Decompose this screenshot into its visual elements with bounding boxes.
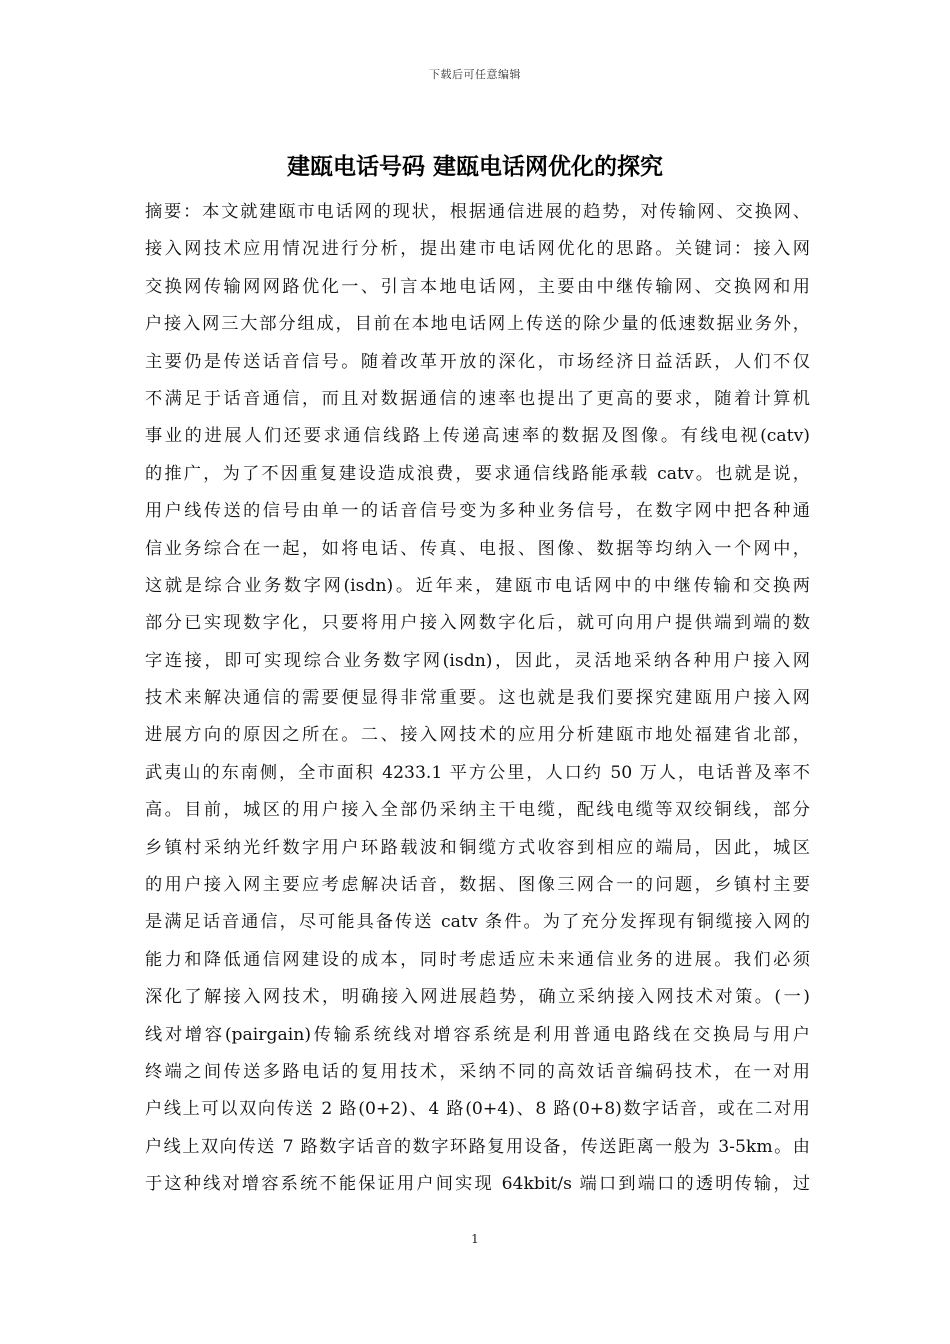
body-line: 是满足话音通信，尽可能具备传送 catv 条件。为了充分发挥现有铜缆接入网的	[145, 912, 810, 933]
page-number: 1	[471, 1232, 479, 1246]
body-line: 交换网传输网网路优化一、引言本地电话网，主要由中继传输网、交换网和用	[145, 276, 810, 297]
body-line: 的推广，为了不因重复建设造成浪费，要求通信线路能承载 catv。也就是说，	[145, 463, 810, 484]
body-line: 接入网技术应用情况进行分析，提出建市电话网优化的思路。关键词：接入网	[145, 239, 810, 260]
body-line: 部分已实现数字化，只要将用户接入网数字化后，就可向用户提供端到端的数	[145, 613, 810, 634]
body-line: 武夷山的东南侧，全市面积 4233.1 平方公里，人口约 50 万人，电话普及率不	[145, 762, 810, 783]
body-line: 字连接，即可实现综合业务数字网(isdn)，因此，灵活地采纳各种用户接入网	[145, 650, 810, 671]
body-line: 信业务综合在一起，如将电话、传真、电报、图像、数据等均纳入一个网中，	[145, 538, 810, 559]
body-line: 户线上可以双向传送 2 路(0+2)、4 路(0+4)、8 路(0+8)数字话音，或在二对用	[145, 1099, 810, 1120]
body-line: 的用户接入网主要应考虑解决话音，数据、图像三网合一的问题，乡镇村主要	[145, 875, 810, 896]
header-note: 下载后可任意编辑	[429, 68, 521, 81]
body-line: 用户线传送的信号由单一的话音信号变为多种业务信号，在数字网中把各种通	[145, 501, 810, 522]
body-line: 主要仍是传送话音信号。随着改革开放的深化，市场经济日益活跃，人们不仅	[145, 351, 810, 372]
body-line: 高。目前，城区的用户接入全部仍采纳主干电缆，配线电缆等双绞铜线，部分	[145, 800, 810, 821]
body-line: 不满足于话音通信，而且对数据通信的速率也提出了更高的要求，随着计算机	[145, 388, 810, 409]
body-line: 户线上双向传送 7 路数字话音的数字环路复用设备，传送距离一般为 3-5km。由	[145, 1136, 810, 1157]
body-line: 深化了解接入网技术，明确接入网进展趋势，确立采纳接入网技术对策。(一)	[145, 987, 810, 1008]
body-line: 户接入网三大部分组成，目前在本地电话网上传送的除少量的低速数据业务外，	[145, 314, 810, 335]
body-text	[145, 194, 810, 1204]
body-line: 于这种线对增容系统不能保证用户间实现 64kbit/s 端口到端口的透明传输，过	[145, 1174, 810, 1195]
body-line: 摘要：本文就建瓯市电话网的现状，根据通信进展的趋势，对传输网、交换网、	[145, 202, 810, 222]
body-line: 线对增容(pairgain)传输系统线对增容系统是利用普通电路线在交换局与用户	[145, 1024, 810, 1045]
body-line: 能力和降低通信网建设的成本，同时考虑适应未来通信业务的进展。我们必须	[145, 949, 810, 970]
document-title: 建瓯电话号码 建瓯电话网优化的探究	[286, 154, 663, 180]
body-line: 这就是综合业务数字网(isdn)。近年来，建瓯市电话网中的中继传输和交换两	[145, 575, 810, 596]
body-line: 进展方向的原因之所在。二、接入网技术的应用分析建瓯市地处福建省北部，	[145, 725, 810, 746]
body-line: 事业的进展人们还要求通信线路上传递高速率的数据及图像。有线电视(catv)	[145, 426, 810, 447]
body-line: 终端之间传送多路电话的复用技术，采纳不同的高效话音编码技术，在一对用	[145, 1061, 810, 1082]
body-line: 乡镇村采纳光纤数字用户环路载波和铜缆方式收容到相应的端局，因此，城区	[145, 837, 810, 858]
body-line: 技术来解决通信的需要便显得非常重要。这也就是我们要探究建瓯用户接入网	[145, 688, 810, 709]
